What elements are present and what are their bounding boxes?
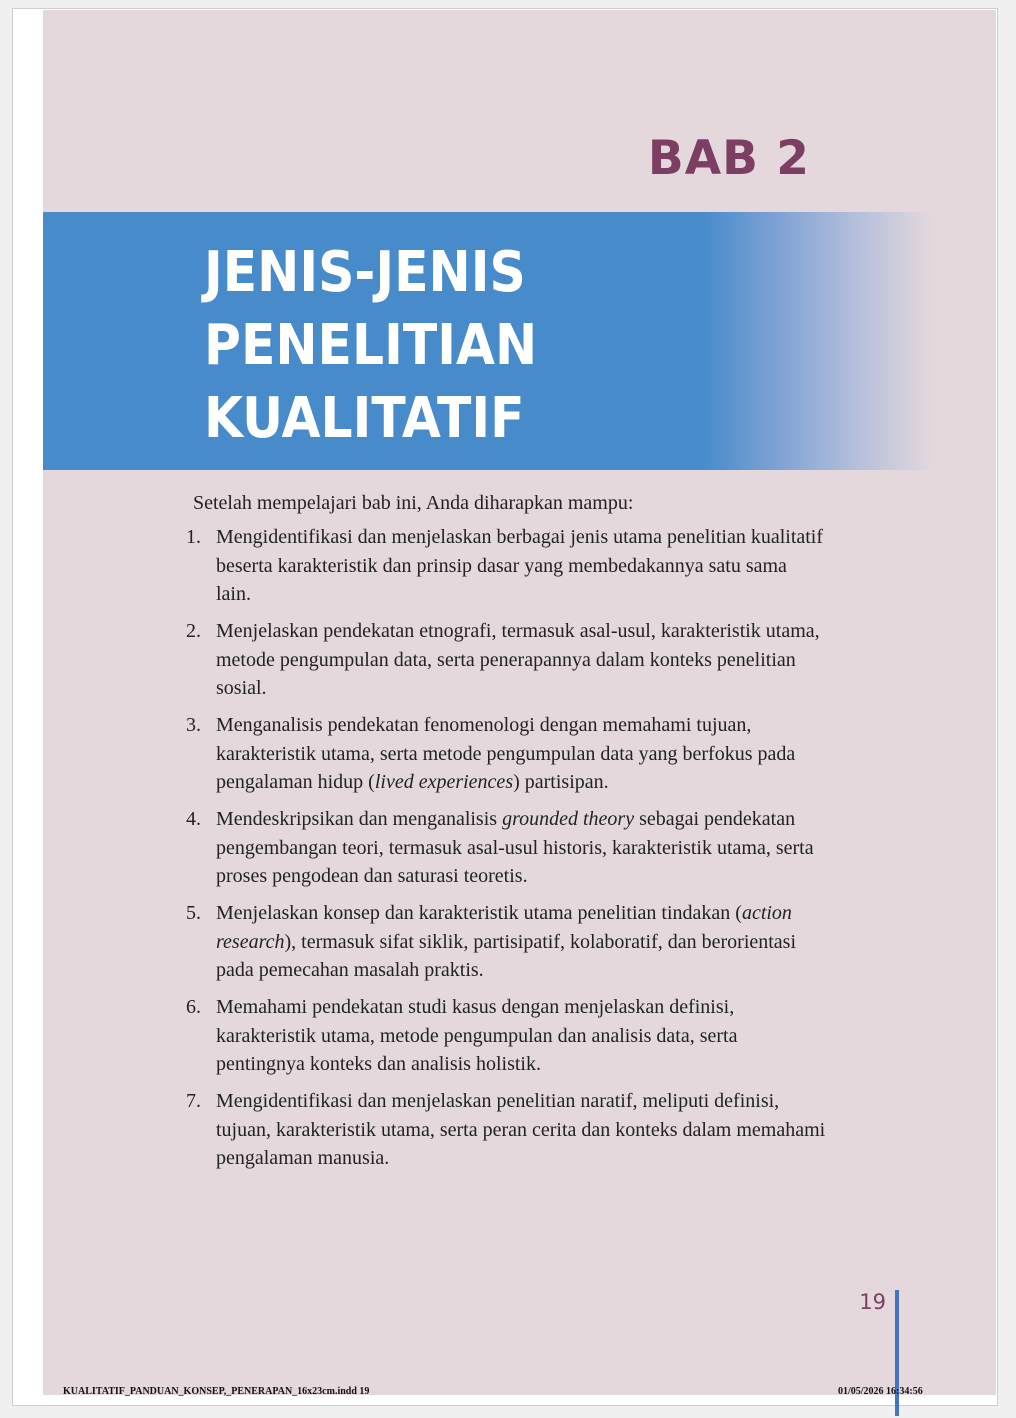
objective-number: 2. xyxy=(186,620,201,642)
objective-text-pre: Menjelaskan konsep dan karakteristik utama penelitian tindakan ( xyxy=(216,902,742,924)
chapter-title xyxy=(204,236,537,455)
objective-text: Menjelaskan pendekatan etnografi, termasuk asal-usul, karakteristik utama, metode pengumpulan data, serta penerapannya dalam konteks penelitian sosial. xyxy=(216,620,820,699)
objective-text-post: ) partisipan. xyxy=(513,771,609,793)
objective-text-post: sebagai pendekatan pengembangan teori, termasuk asal-usul historis, karakteristik utama, serta proses pengodean dan saturasi teoretis. xyxy=(216,808,814,887)
objective-number: 5. xyxy=(186,902,201,924)
page-number: 19 xyxy=(859,1290,886,1314)
objective-number: 3. xyxy=(186,714,201,736)
objective-text: Mengidentifikasi dan menjelaskan berbagai jenis utama penelitian kualitatif beserta karakteristik dan prinsip dasar yang membedakannya satu sama lain. xyxy=(216,526,824,605)
objective-item xyxy=(186,523,826,609)
objective-item xyxy=(186,1087,826,1173)
objective-item xyxy=(186,993,826,1079)
chapter-label: BAB 2 xyxy=(647,131,810,186)
objective-item xyxy=(186,805,826,891)
objective-item xyxy=(186,617,826,703)
objective-number: 7. xyxy=(186,1090,201,1112)
objective-text-pre: Mendeskripsikan dan menganalisis xyxy=(216,808,503,830)
print-slug-filename: KUALITATIF_PANDUAN_KONSEP,_PENERAPAN_16x23cm.indd 19 xyxy=(63,1386,370,1397)
objective-item xyxy=(186,899,826,985)
print-slug-timestamp: 01/05/2026 16:34:56 xyxy=(838,1386,923,1397)
intro-text: Setelah mempelajari bab ini, Anda diharapkan mampu: xyxy=(193,492,634,514)
chapter-title-line: JENIS-JENIS xyxy=(204,240,526,305)
objective-term: grounded theory xyxy=(502,808,635,830)
objective-text: Memahami pendekatan studi kasus dengan menjelaskan definisi, karakteristik utama, metode pengumpulan dan analisis data, serta pentingnya konteks dan analisis holistik. xyxy=(216,996,738,1075)
objective-text-pre: Menganalisis pendekatan fenomenologi dengan memahami tujuan, karakteristik utama, serta metode pengumpulan data yang berfokus pada pengalaman hidup ( xyxy=(216,714,796,793)
objective-number: 4. xyxy=(186,808,201,830)
objective-term: action research xyxy=(216,902,792,953)
objective-text-post: ), termasuk sifat siklik, partisipatif, kolaboratif, dan berorientasi pada pemecahan masalah praktis. xyxy=(216,930,797,981)
objectives-list xyxy=(186,523,826,1181)
chapter-title-line: PENELITIAN xyxy=(204,313,538,378)
objective-item xyxy=(186,711,826,797)
objective-number: 6. xyxy=(186,996,201,1018)
page-number-rule xyxy=(895,1290,899,1416)
chapter-title-line: KUALITATIF xyxy=(204,386,525,451)
objective-term: lived experiences xyxy=(374,771,514,793)
objective-number: 1. xyxy=(186,526,201,548)
objective-text: Mengidentifikasi dan menjelaskan penelitian naratif, meliputi definisi, tujuan, karakteristik utama, serta peran cerita dan konteks dalam memahami pengalaman manusia. xyxy=(216,1090,826,1169)
